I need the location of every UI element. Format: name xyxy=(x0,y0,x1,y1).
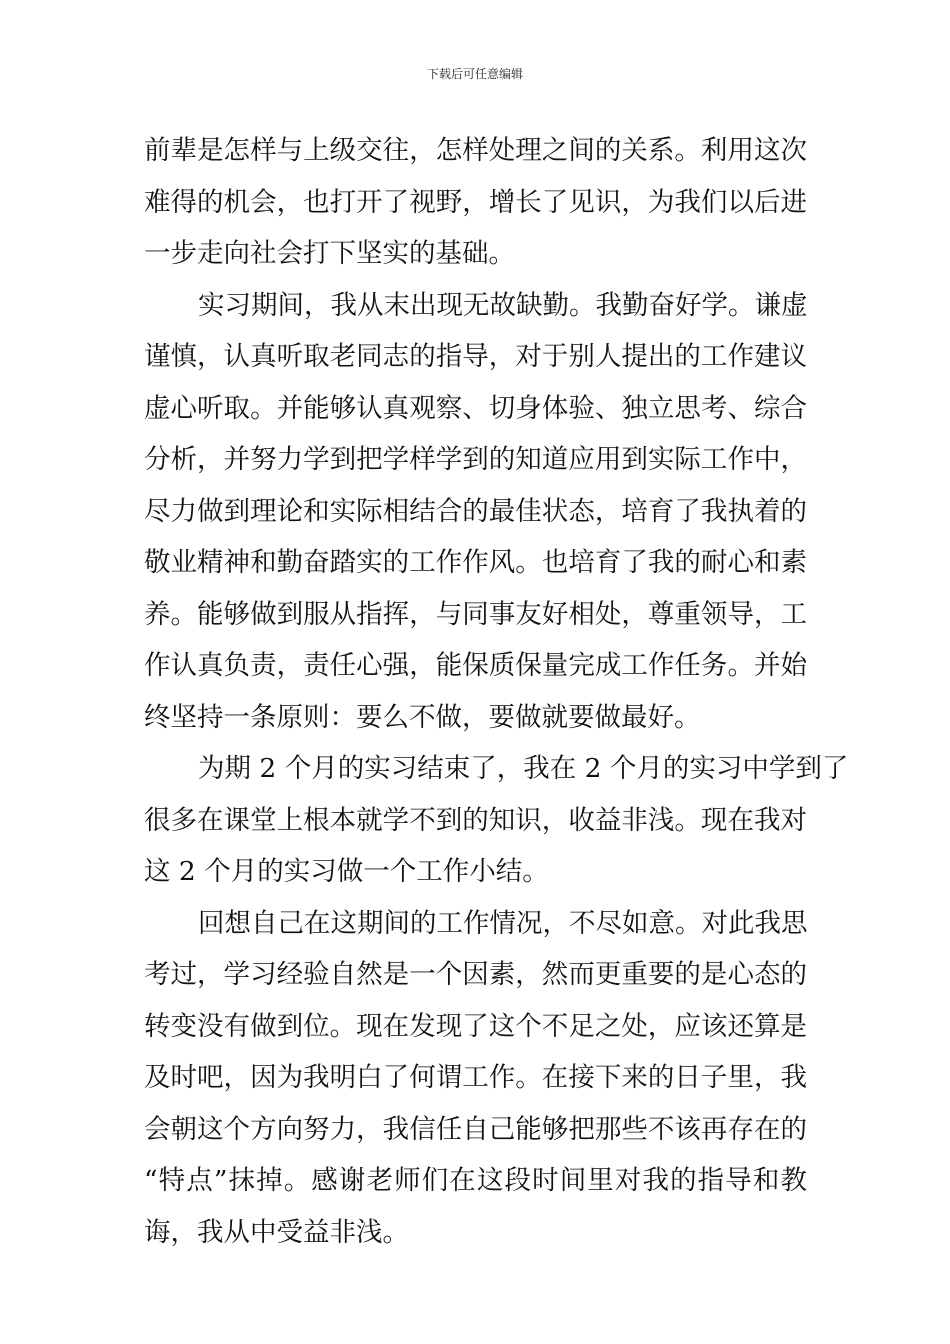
paragraph-4-line-4: 及时吧，因为我明白了何谓工作。在接下来的日子里，我 xyxy=(144,1062,807,1093)
paragraph-3-line-3: 这 2 个月的实习做一个工作小结。 xyxy=(144,856,549,887)
paragraph-4-line-7: 诲，我从中受益非浅。 xyxy=(144,1216,409,1248)
header-note: 下载后可任意编辑 xyxy=(426,67,523,81)
paragraph-4-line-6: “特点”抹掉。感谢老师们在这段时间里对我的指导和教 xyxy=(144,1165,807,1196)
paragraph-2-line-3: 虚心听取。并能够认真观察、切身体验、独立思考、综合 xyxy=(144,392,807,424)
paragraph-2-line-6: 敬业精神和勤奋踏实的工作作风。也培育了我的耐心和素 xyxy=(144,547,807,578)
paragraph-2-line-4: 分析，并努力学到把学样学到的知道应用到实际工作中， xyxy=(144,444,807,475)
paragraph-4-line-1: 回想自己在这期间的工作情况，不尽如意。对此我思 xyxy=(198,907,808,939)
paragraph-2-line-8: 作认真负责，责任心强，能保质保量完成工作任务。并始 xyxy=(144,650,807,681)
paragraph-2-line-2: 谨慎，认真听取老同志的指导，对于别人提出的工作建议 xyxy=(144,341,807,372)
paragraph-1-line-2: 难得的机会，也打开了视野，增长了见识，为我们以后进 xyxy=(144,186,807,218)
paragraph-3-line-2: 很多在课堂上根本就学不到的知识，收益非浅。现在我对 xyxy=(144,804,807,836)
paragraph-2-line-7: 养。能够做到服从指挥，与同事友好相处，尊重领导，工 xyxy=(144,598,807,630)
paragraph-2-line-5: 尽力做到理论和实际相结合的最佳状态，培育了我执着的 xyxy=(144,495,807,527)
paragraph-2-line-9: 终坚持一条原则：要么不做，要做就要做最好。 xyxy=(144,701,701,733)
paragraph-2-line-1: 实习期间，我从末出现无故缺勤。我勤奋好学。谦虚 xyxy=(198,289,808,321)
paragraph-4-line-5: 会朝这个方向努力，我信任自己能够把那些不该再存在的 xyxy=(144,1113,807,1145)
paragraph-4-line-2: 考过，学习经验自然是一个因素，然而更重要的是心态的 xyxy=(144,959,807,990)
document-body xyxy=(144,125,849,1258)
paragraph-1-line-1: 前辈是怎样与上级交往，怎样处理之间的关系。利用这次 xyxy=(144,135,807,166)
paragraph-1-line-3: 一步走向社会打下坚实的基础。 xyxy=(144,238,515,269)
paragraph-3-line-1: 为期 2 个月的实习结束了，我在 2 个月的实习中学到了 xyxy=(198,753,849,784)
paragraph-4-line-3: 转变没有做到位。现在发现了这个不足之处，应该还算是 xyxy=(144,1010,807,1042)
